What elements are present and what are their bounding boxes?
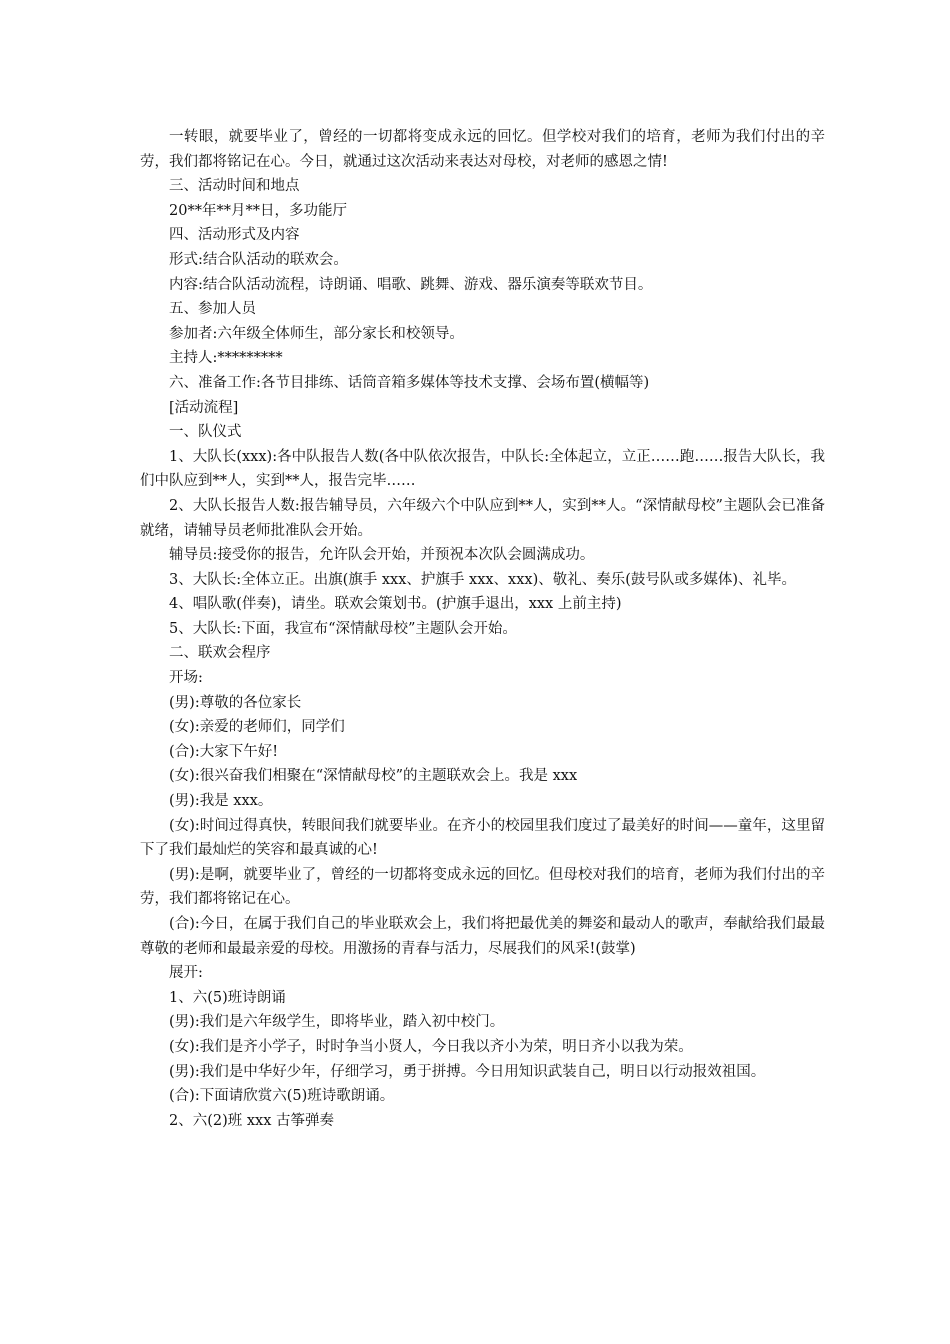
paragraph: 内容:结合队活动流程，诗朗诵、唱歌、跳舞、游戏、器乐演奏等联欢节目。 [169,276,653,293]
paragraph: (女):很兴奋我们相聚在“深情献母校”的主题联欢会上。我是 xxx [169,768,578,785]
section-heading: 三、活动时间和地点 [169,178,300,195]
paragraph: (女):时间过得真快，转眼间我们就要毕业。在齐小的校园里我们度过了最美好的时间——童年，这里留下了我们最灿烂的笑容和最真诚的心! [140,817,825,859]
paragraph: 5、大队长:下面，我宣布“深情献母校”主题队会开始。 [169,620,517,637]
paragraph: (男):我们是中华好少年，仔细学习，勇于拼搏。今日用知识武装自己，明日以行动报效祖国。 [169,1063,766,1080]
paragraph: 1、六(5)班诗朗诵 [169,989,286,1006]
paragraph: (男):是啊，就要毕业了，曾经的一切都将变成永远的回忆。但母校对我们的培育，老师为我们付出的辛劳，我们都将铭记在心。 [140,866,825,908]
document-page [140,125,825,1133]
section-heading: [活动流程] [169,399,239,416]
paragraph: (男):我是 xxx。 [169,793,273,810]
paragraph: 2、大队长报告人数:报告辅导员，六年级六个中队应到**人，实到**人。“深情献母校”主题队会已准备就绪，请辅导员老师批准队会开始。 [140,497,825,539]
paragraph: (合):大家下午好! [169,743,279,760]
paragraph: 展开: [169,965,203,982]
section-heading: 二、联欢会程序 [169,645,271,662]
paragraph: 3、大队长:全体立正。出旗(旗手 xxx、护旗手 xxx、xxx)、敬礼、奏乐(鼓号队或多媒体)、礼毕。 [169,571,797,588]
paragraph: 2、六(2)班 xxx 古筝弹奏 [169,1112,335,1129]
paragraph: (男):我们是六年级学生，即将毕业，踏入初中校门。 [169,1014,505,1031]
paragraph: 20**年**月**日，多功能厅 [169,202,347,219]
paragraph: 1、大队长(xxx):各中队报告人数(各中队依次报告，中队长:全体起立，立正……跑……报告大队长，我们中队应到**人，实到**人，报告完毕…… [140,448,825,490]
paragraph: (女):我们是齐小学子，时时争当小贤人，今日我以齐小为荣，明日齐小以我为荣。 [169,1038,693,1055]
section-heading: 五、参加人员 [169,301,256,318]
paragraph: (女):亲爱的老师们，同学们 [169,719,345,736]
paragraph: 参加者:六年级全体师生，部分家长和校领导。 [169,325,464,342]
paragraph: (男):尊敬的各位家长 [169,694,302,711]
section-heading: 四、活动形式及内容 [169,227,300,244]
paragraph: 4、唱队歌(伴奏)，请坐。联欢会策划书。(护旗手退出，xxx 上前主持) [169,596,622,613]
paragraph: 主持人:********* [169,350,283,367]
section-heading: 六、准备工作:各节目排练、话筒音箱多媒体等技术支撑、会场布置(横幅等) [169,374,650,391]
paragraph: 开场: [169,670,203,687]
paragraph: (合):下面请欣赏六(5)班诗歌朗诵。 [169,1088,395,1105]
section-heading: 一、队仪式 [169,424,242,441]
paragraph: (合):今日，在属于我们自己的毕业联欢会上，我们将把最优美的舞姿和最动人的歌声，奉献给我们最最尊敬的老师和最最亲爱的母校。用激扬的青春与活力，尽展我们的风采!(鼓掌) [140,916,825,957]
paragraph: 形式:结合队活动的联欢会。 [169,251,348,268]
paragraph: 辅导员:接受你的报告，允许队会开始，并预祝本次队会圆满成功。 [169,547,595,564]
paragraph: 一转眼，就要毕业了，曾经的一切都将变成永远的回忆。但学校对我们的培育，老师为我们付出的辛劳，我们都将铭记在心。今日，就通过这次活动来表达对母校，对老师的感恩之情! [140,129,825,170]
